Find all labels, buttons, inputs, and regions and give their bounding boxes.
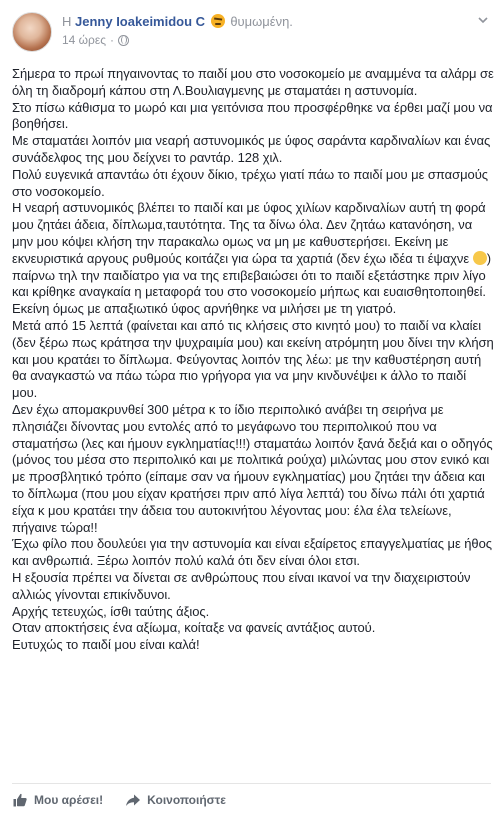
meta-separator: · — [110, 33, 115, 47]
globe-icon[interactable] — [118, 35, 129, 46]
like-button[interactable] — [12, 792, 103, 808]
author-prefix: Η — [62, 14, 72, 29]
feeling-text: θυμωμένη. — [230, 14, 293, 29]
post-paragraph: Πολύ ευγενικά απαντάω ότι έχουν δίκιο, τρέχω γιατί πάω το παιδί μου με σπασμούς στο νοσοκομείο. — [12, 166, 488, 199]
author-line — [62, 14, 293, 30]
post-paragraph: Η εξουσία πρέπει να δίνεται σε ανθρώπους που είναι ικανοί να την διαχειριστούν αλλιώς γίνονται επικίνδυνοι. — [12, 569, 471, 602]
post-paragraph: Σήμερα το πρωί πηγαινοντας το παιδί μου στο νοσοκομείο με αναμμένα τα αλάρμ σε όλη τη διαδρομή κάπου στη Λ.Βουλιαγμενης με σταματάει η αστυνομία. — [12, 66, 494, 98]
like-label: Μου αρέσει! — [34, 793, 104, 807]
post-paragraph: Στο πίσω κάθισμα το μωρό και μια γειτόνισα που προσφέρθηκε να έρθει μαζί μου να βοηθήσει. — [12, 99, 493, 132]
post-paragraph: Δεν έχω απομακρυνθεί 300 μέτρα κ το ίδιο περιπολικό ανάβει τη σειρήνα με πλησιάζει δίνοντας μου εντολές από το μεγάφωνο του περιπολικού που να σταματήσω (λες και ήμουν εγκληματίας!!!) σταματάω λοιπόν ξανά δεξιά και ο οδηγός (μόνος του μέσα στο περιπολικό και με πολιτικά ρούχα) μιλώντας μου στον ενικό και με προσβλητικό τρόπο (είπαμε σαν να ήμουν εγκληματίας) μου ζητάει την άδεια και το δίπλωμα (που μου είχαν κρατήσει πριν από λίγα λεπτά) του δίνω πάλι ότι χαρτιά είχα κ μου κρατάει την άδεια του αυτοκινήτου λέγοντας μου: έλα έλα τελείωνε, πήγαινε τώρα!! — [12, 401, 493, 535]
post-actions — [12, 786, 248, 814]
post-paragraph-text: παίρνω τηλ την παιδίατρο για να της επιβεβαιώσει ότι το παιδί εξετάστηκε πριν λίγο και κρίθηκε αναγκαία η μεταφορά του στο νοσοκομείο μήπως και ευαισθητοποιηθεί. Εκείνη όμως με απαξιωτικό ύφος αρνήθηκε να μιλήσει με τη γιατρό. — [12, 267, 486, 317]
post-paragraph: Μετά από 15 λεπτά (φαίνεται και από τις κλήσεις στο κινητό μου) το παιδί να κλαίει (δεν ξέρω πως κράτησα την ψυχραιμία μου) και εκείνη ατρόμητη μου δίνει την κλήση και μου κρατάει το δίπλωμα. Φεύγοντας λοιπόν της λέω: με την καθυστέρηση αυτή θα αναγκαστώ να πάω τώρα πιο γρήγορα για να μην κινδυνέψει κ άλλο το παιδί μου. — [12, 317, 494, 401]
thumbs-up-icon — [12, 792, 28, 808]
post-paragraph-text: Η νεαρή αστυνομικός βλέπει το παιδί και με ύφος χιλίων καρδιναλίων αυτή τη φορά μου ζητάει άδεια, δίπλωμα,ταυτότητα. Της τα δίνω όλα. Δεν ζητάω κατανόηση, να μην μου κόψει κλήση την παρακαλω ομως να μη με καθυστερήσει. Εκείνη με εκνευριστικά αργους ρυθμούς κοιτάζει για ώρα τα χαρτιά (δεν έχω ιδέα τι έψαχνε — [12, 200, 486, 266]
actions-divider — [12, 783, 491, 784]
post-body — [12, 66, 494, 654]
share-button[interactable] — [125, 792, 226, 808]
avatar[interactable] — [12, 12, 52, 52]
author-name[interactable]: Jenny Ioakeimidou C — [75, 14, 206, 29]
post-paragraph: Έχω φίλο που δουλεύει για την αστυνομία και είναι εξαίρετος επαγγελματίας με ήθος και ανθρωπιά. Ξέρω λοιπόν πολύ καλά ότι δεν είναι όλοι ετσι. — [12, 536, 493, 569]
post-paragraph: Με σταματάει λοιπόν μια νεαρή αστυνομικός με ύφος σαράντα καρδιναλίων και ένας συνάδελφος της μου δείχνει το ραντάρ. 128 χιλ. — [12, 133, 491, 165]
post-paragraph: Ευτυχώς το παιδί μου είναι καλά! — [12, 637, 200, 653]
post-header — [12, 12, 293, 54]
post-header-text — [62, 14, 293, 48]
closing-paren: ) — [486, 250, 491, 266]
post-paragraph: Αρχής τετευχώς, ίσθι ταύτης άξιος. — [12, 603, 210, 619]
chevron-down-icon[interactable] — [477, 14, 489, 26]
share-label: Κοινοποιήστε — [147, 793, 226, 807]
thinking-face-icon — [473, 251, 487, 265]
post-paragraph: Οταν αποκτήσεις ένα αξίωμα, κοίταξε να φανείς αντάξιος αυτού. — [12, 620, 376, 636]
angry-face-icon — [211, 14, 225, 28]
post-timestamp[interactable]: 14 ώρες — [62, 33, 107, 47]
share-arrow-icon — [125, 792, 141, 808]
post-meta — [62, 32, 293, 48]
post-paragraph — [12, 200, 494, 318]
